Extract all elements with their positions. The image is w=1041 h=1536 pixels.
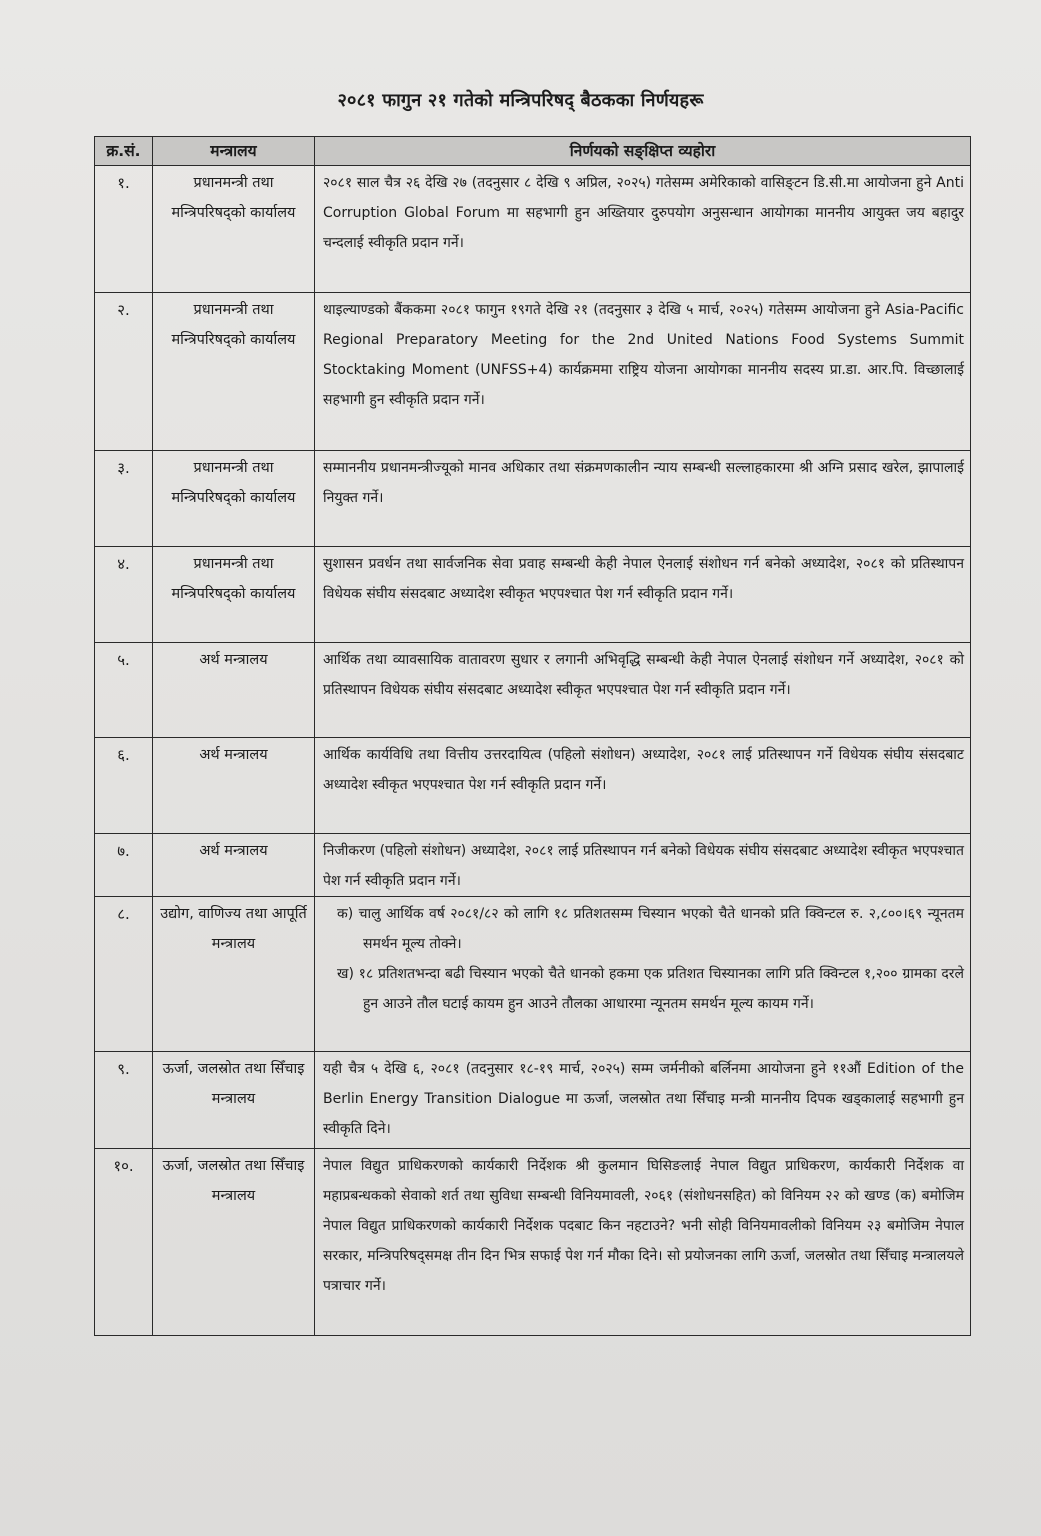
row-decision: आर्थिक कार्यविधि तथा वित्तीय उत्तरदायित्व (पहिलो संशोधन) अध्यादेश, २०८१ लाई प्रतिस्थापन गर्ने विधेयक संघीय संसदबाट अध्यादेश स्वीकृत भएपश्चात पेश गर्न स्वीकृति प्रदान गर्ने। [315, 738, 971, 834]
table-row [95, 166, 971, 293]
row-decision: थाइल्याण्डको बैंककमा २०८१ फागुन १९गते देखि २१ (तदनुसार ३ देखि ५ मार्च, २०२५) गतेसम्म आयोजना हुने Asia-Pacific Regional Preparatory Meeting for the 2nd United Nations Food Systems Summit Stocktaking Moment (UNFSS+4) कार्यक्रममा राष्ट्रिय योजना आयोगका माननीय सदस्य प्रा.डा. आर.पि. विच्छालाई सहभागी हुन स्वीकृति प्रदान गर्ने। [315, 293, 971, 451]
row-ministry: अर्थ मन्त्रालय [153, 643, 315, 738]
document-title: २०८१ फागुन २१ गतेको मन्त्रिपरिषद् बैठकका निर्णयहरू [337, 90, 704, 111]
row-serial-number: १. [95, 166, 153, 293]
row-decision: आर्थिक तथा व्यावसायिक वातावरण सुधार र लगानी अभिवृद्धि सम्बन्धी केही नेपाल ऐनलाई संशोधन गर्ने अध्यादेश, २०८१ को प्रतिस्थापन विधेयक संघीय संसदबाट अध्यादेश स्वीकृत भएपश्चात पेश गर्न स्वीकृति प्रदान गर्ने। [315, 643, 971, 738]
table-row [95, 1052, 971, 1149]
table-row [95, 897, 971, 1052]
row-serial-number: ६. [95, 738, 153, 834]
row-decision: नेपाल विद्युत प्राधिकरणको कार्यकारी निर्देशक श्री कुलमान घिसिङलाई नेपाल विद्युत प्राधिकरण, कार्यकारी निर्देशक वा महाप्रबन्धकको सेवाको शर्त तथा सुविधा सम्बन्धी विनियमावली, २०६१ (संशोधनसहित) को विनियम २२ को खण्ड (क) बमोजिम नेपाल विद्युत प्राधिकरणको कार्यकारी निर्देशक पदबाट किन नहटाउने? भनी सोही विनियमावलीको विनियम २३ बमोजिम नेपाल सरकार, मन्त्रिपरिषद्समक्ष तीन दिन भित्र सफाई पेश गर्न मौका दिने। सो प्रयोजनका लागि ऊर्जा, जलस्रोत तथा सिँचाइ मन्त्रालयले पत्राचार गर्ने। [315, 1149, 971, 1336]
row-serial-number: ७. [95, 834, 153, 897]
row-decision [315, 897, 971, 1052]
row-ministry: प्रधानमन्त्री तथा मन्त्रिपरिषद्को कार्यालय [153, 547, 315, 643]
decisions-table [94, 136, 971, 1336]
row-ministry: ऊर्जा, जलस्रोत तथा सिँचाइ मन्त्रालय [153, 1052, 315, 1149]
row-serial-number: १०. [95, 1149, 153, 1336]
row-serial-number: ८. [95, 897, 153, 1052]
row-ministry: प्रधानमन्त्री तथा मन्त्रिपरिषद्को कार्यालय [153, 451, 315, 547]
decision-sub-item: ख) १८ प्रतिशतभन्दा बढी चिस्यान भएको चैते धानको हकमा एक प्रतिशत चिस्यानका लागि प्रति क्विन्टल १,२०० ग्रामका दरले हुन आउने तौल घटाई कायम हुन आउने तौलका आधारमा न्यूनतम समर्थन मूल्य कायम गर्ने। [337, 966, 964, 1012]
table-row [95, 451, 971, 547]
row-serial-number: ९. [95, 1052, 153, 1149]
row-ministry: प्रधानमन्त्री तथा मन्त्रिपरिषद्को कार्यालय [153, 166, 315, 293]
row-decision: निजीकरण (पहिलो संशोधन) अध्यादेश, २०८१ लाई प्रतिस्थापन गर्न बनेको विधेयक संघीय संसदबाट अध्यादेश स्वीकृत भएपश्चात पेश गर्न स्वीकृति प्रदान गर्ने। [315, 834, 971, 897]
table-row [95, 1149, 971, 1336]
table-row [95, 834, 971, 897]
row-ministry: अर्थ मन्त्रालय [153, 738, 315, 834]
table-row [95, 738, 971, 834]
row-ministry: ऊर्जा, जलस्रोत तथा सिँचाइ मन्त्रालय [153, 1149, 315, 1336]
header-serial-number: क्र.सं. [95, 137, 153, 166]
row-serial-number: ३. [95, 451, 153, 547]
row-decision: यही चैत्र ५ देखि ६, २०८१ (तदनुसार १८-१९ मार्च, २०२५) सम्म जर्मनीको बर्लिनमा आयोजना हुने ११औं Edition of the Berlin Energy Transition Dialogue मा ऊर्जा, जलस्रोत तथा सिँचाइ मन्त्री माननीय दिपक खड्कालाई सहभागी हुन स्वीकृति दिने। [315, 1052, 971, 1149]
decision-sub-item: क) चालु आर्थिक वर्ष २०८१/८२ को लागि १८ प्रतिशतसम्म चिस्यान भएको चैते धानको प्रति क्विन्टल रु. २,८००।६९ न्यूनतम समर्थन मूल्य तोक्ने। [337, 906, 964, 952]
row-serial-number: ४. [95, 547, 153, 643]
table-row [95, 547, 971, 643]
row-decision: २०८१ साल चैत्र २६ देखि २७ (तदनुसार ८ देखि ९ अप्रिल, २०२५) गतेसम्म अमेरिकाको वासिङ्टन डि.सी.मा आयोजना हुने Anti Corruption Global Forum मा सहभागी हुन अख्तियार दुरुपयोग अनुसन्धान आयोगका माननीय आयुक्त जय बहादुर चन्दलाई स्वीकृति प्रदान गर्ने। [315, 166, 971, 293]
row-decision: सुशासन प्रवर्धन तथा सार्वजनिक सेवा प्रवाह सम्बन्धी केही नेपाल ऐनलाई संशोधन गर्न बनेको अध्यादेश, २०८१ को प्रतिस्थापन विधेयक संघीय संसदबाट अध्यादेश स्वीकृत भएपश्चात पेश गर्न स्वीकृति प्रदान गर्ने। [315, 547, 971, 643]
row-serial-number: ५. [95, 643, 153, 738]
row-decision: सम्माननीय प्रधानमन्त्रीज्यूको मानव अधिकार तथा संक्रमणकालीन न्याय सम्बन्धी सल्लाहकारमा श्री अग्नि प्रसाद खरेल, झापालाई नियुक्त गर्ने। [315, 451, 971, 547]
row-serial-number: २. [95, 293, 153, 451]
table-header-row [95, 137, 971, 166]
table-row [95, 293, 971, 451]
row-ministry: अर्थ मन्त्रालय [153, 834, 315, 897]
row-ministry: उद्योग, वाणिज्य तथा आपूर्ति मन्त्रालय [153, 897, 315, 1052]
table-row [95, 643, 971, 738]
header-ministry: मन्त्रालय [153, 137, 315, 166]
row-ministry: प्रधानमन्त्री तथा मन्त्रिपरिषद्को कार्यालय [153, 293, 315, 451]
header-decision: निर्णयको सङ्क्षिप्त व्यहोरा [315, 137, 971, 166]
